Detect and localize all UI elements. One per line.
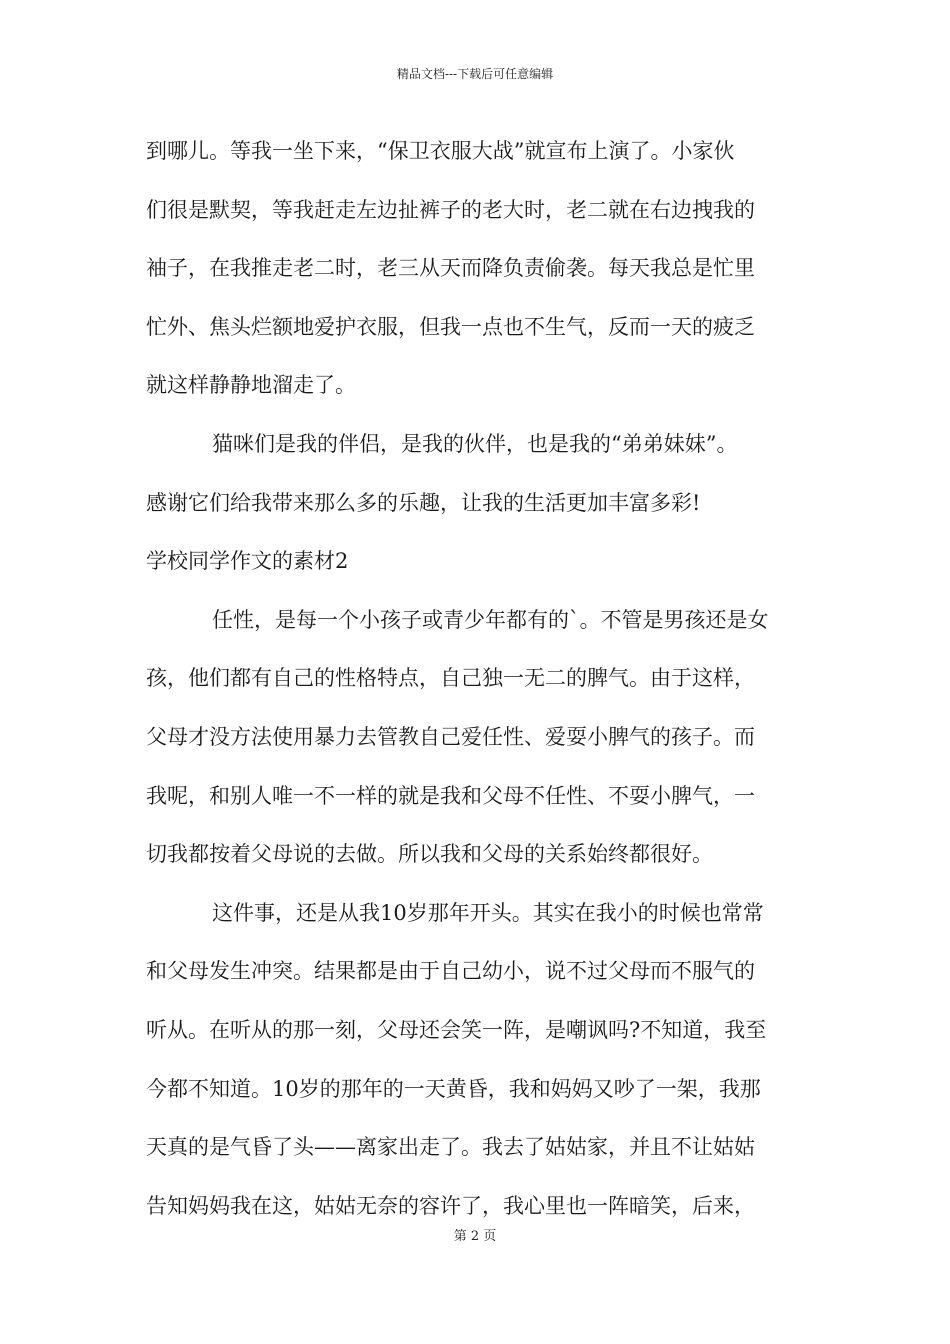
text-line: 袖子，在我推走老二时，老三从天而降负责偷袭。每天我总是忙里	[146, 256, 755, 281]
section-title: 学校同学作文的素材2	[146, 549, 349, 574]
text-line: 告知妈妈我在这，姑姑无奈的容许了，我心里也一阵暗笑，后来，	[146, 1193, 755, 1218]
text-line: 天真的是气昏了头——离家出走了。我去了姑姑家，并且不让姑姑	[146, 1135, 755, 1160]
text-line: 和父母发生冲突。结果都是由于自己幼小，说不过父母而不服气的	[146, 959, 755, 984]
text-line: 到哪儿。等我一坐下来，“保卫衣服大战”就宣布上演了。小家伙	[146, 139, 735, 163]
text-line: 今都不知道。10岁的那年的一天黄昏，我和妈妈又吵了一架，我那	[146, 1076, 761, 1101]
text-line: 感谢它们给我带来那么多的乐趣，让我的生活更加丰富多彩!	[146, 490, 701, 515]
paragraph-first-line: 这件事，还是从我10岁那年开头。其实在我小的时候也常常	[212, 900, 764, 925]
paragraph-first-line: 任性，是每一个小孩子或青少年都有的`。不管是男孩还是女	[212, 607, 769, 632]
text-line: 忙外、焦头烂额地爱护衣服，但我一点也不生气，反而一天的疲乏	[146, 314, 755, 339]
text-line: 孩，他们都有自己的性格特点，自己独一无二的脾气。由于这样，	[146, 666, 755, 691]
text-line: 们很是默契，等我赶走左边扯裤子的老大时，老二就在右边拽我的	[146, 197, 755, 222]
text-line: 切我都按着父母说的去做。所以我和父母的关系始终都很好。	[146, 842, 713, 867]
text-line: 听从。在听从的那一刻，父母还会笑一阵，是嘲讽吗?不知道，我至	[146, 1017, 767, 1042]
paragraph-first-line: 猫咪们是我的伴侣，是我的伙伴，也是我的“弟弟妹妹”。	[212, 431, 738, 456]
document-body	[146, 129, 810, 1242]
page-number: 第 2 页	[453, 1229, 497, 1244]
page-header: 精品文档---下载后可任意编辑	[396, 67, 554, 81]
text-line: 父母才没方法使用暴力去管教自己爱任性、爱耍小脾气的孩子。而	[146, 724, 755, 749]
text-line: 我呢，和别人唯一不一样的就是我和父母不任性、不耍小脾气，一	[146, 783, 755, 808]
text-line: 就这样静静地溜走了。	[146, 373, 356, 398]
